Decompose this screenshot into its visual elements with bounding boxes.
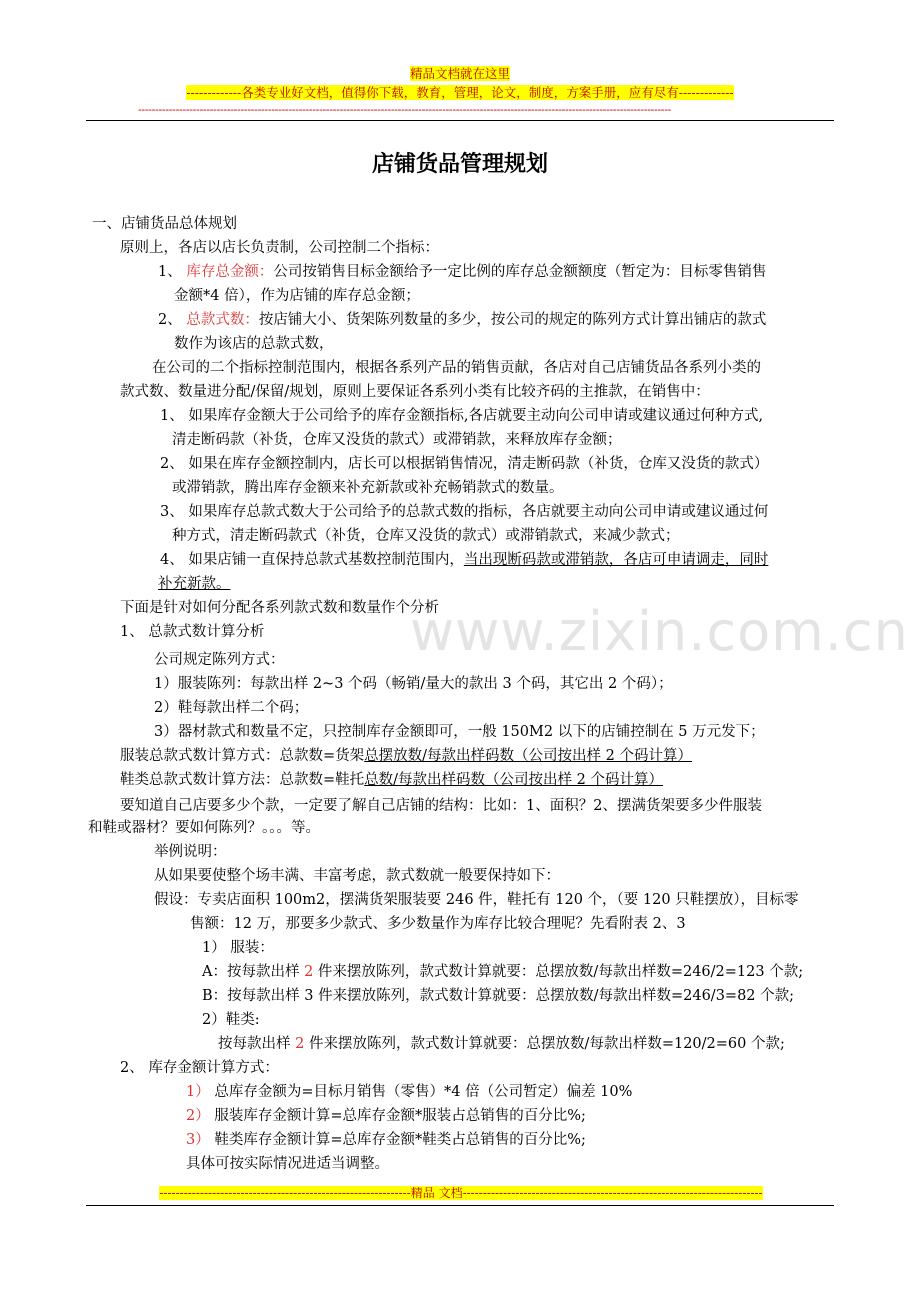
inventory-rule-1: 1） 总库存金额为=目标月销售（零售）*4 倍（公司暂定）偏差 10% [186, 1084, 633, 1100]
header-rule [86, 120, 834, 121]
display-rule-2: 2）鞋每款出样二个码； [154, 700, 309, 716]
clothing-option-a: A：按每款出样 2 件来摆放陈列，款式数计算就要：总摆放数/每款出样数=246/2=123 个款; [202, 964, 804, 980]
clothing-label: 1） 服装： [202, 940, 274, 956]
case-2-line-2: 或滞销款，腾出库存金额来补充新款或补充畅销款式的数量。 [172, 480, 564, 496]
inventory-rule-3: 3） 鞋类库存金额计算=总库存金额*鞋类占总销售的百分比%; [186, 1132, 586, 1148]
case-1-line-1: 1、 如果库存金额大于公司给予的库存金额指标,各店就要主动向公司申请或建议通过何种方式, [160, 408, 764, 424]
indicator-2-line-1: 2、 总款式数：按店铺大小、货架陈列数量的多少，按公司的规定的陈列方式计算出铺店的款式 [158, 312, 767, 328]
footer-banner: --------------------------------------------------------------精品 文档-------------------------------------------------------------------------- [159, 1186, 763, 1200]
display-rules-label: 公司规定陈列方式： [154, 652, 285, 668]
example-label: 举例说明： [154, 844, 227, 860]
example-intro: 从如果要使整个场丰满、丰富考虑，款式数就一般要保持如下： [154, 868, 560, 884]
case-3-line-1: 3、 如果库存总款式数大于公司给予的总款式数的指标，各店就要主动向公司申请或建议通过何 [160, 504, 769, 520]
shoe-formula: 鞋类总款式数计算方法：总款数=鞋托总数/每款出样码数（公司按出样 2 个码计算） [120, 772, 663, 788]
inventory-rule-2: 2） 服装库存金额计算=总库存金额*服装占总销售的百分比%; [186, 1108, 586, 1124]
indicator-1-key: 库存总金额： [186, 264, 274, 280]
analysis-intro: 下面是针对如何分配各系列款式数和数量作个分析 [120, 600, 439, 616]
shoe-label: 2）鞋类: [202, 1012, 260, 1028]
clothing-option-b: B：按每款出样 3 件来摆放陈列，款式数计算就要：总摆放数/每款出样数=246/3=82 个款; [202, 988, 795, 1004]
display-rule-3: 3）器材款式和数量不定，只控制库存金额即可，一般 150M2 以下的店铺控制在 5 万元发下； [154, 724, 765, 740]
case-3-line-2: 种方式，清走断码款式（补货，仓库又没货的款式）或滞销款式，来减少款式； [172, 528, 680, 544]
header-line-2: -------------各类专业好文档，值得你下载，教育，管理，论文，制度，方案手册，应有尽有------------- [186, 85, 734, 100]
indicator-2-key: 总款式数： [186, 312, 259, 328]
adjustment-note: 具体可按实际情况进适当调整。 [186, 1156, 389, 1172]
case-2-line-1: 2、 如果在库存金额控制内，店长可以根据销售情况，清走断码款（补货，仓库又没货的款式） [160, 456, 769, 472]
structure-note-line-2: 和鞋或器材？要如何陈列？。。。等。 [88, 820, 320, 836]
analysis-heading-1: 1、 总款式数计算分析 [120, 624, 265, 640]
header-line-1: 精品文档就在这里 [409, 66, 510, 81]
section-1-heading: 一、店铺货品总体规划 [92, 216, 237, 232]
case-1-line-2: 清走断码款（补货，仓库又没货的款式）或滞销款，来释放库存金额； [172, 432, 622, 448]
case-4-line-2: 补充新款。 [158, 576, 231, 592]
inventory-heading: 2、 库存金额计算方式： [120, 1060, 279, 1076]
control-paragraph-line-1: 在公司的二个指标控制范围内，根据各系列产品的销售贡献，各店对自己店铺货品各系列小类的 [152, 360, 761, 376]
indicator-2-line-2: 数作为该店的总款式数， [174, 336, 334, 352]
assumption-line-2: 售额：12 万，那要多少款式、多少数量作为库存比较合理呢？先看附表 2、3 [190, 916, 686, 932]
principle-intro: 原则上，各店以店长负责制，公司控制二个指标： [120, 240, 439, 256]
shoe-calculation: 按每款出样 2 件来摆放陈列，款式数计算就要：总摆放数/每款出样数=120/2=60 个款; [218, 1036, 785, 1052]
footer-rule [86, 1205, 834, 1206]
assumption-line-1: 假设：专卖店面积 100m2，摆满货架服装要 246 件，鞋托有 120 个，（要 120 只鞋摆放），目标零 [154, 892, 799, 908]
indicator-1-line-2: 金额*4 倍），作为店铺的库存总金额； [174, 288, 420, 304]
document-title: 店铺货品管理规划 [371, 151, 548, 177]
watermark: www.zixin.com.cn [410, 600, 909, 663]
case-4-line-1: 4、 如果店铺一直保持总款式基数控制范围内，当出现断码款或滞销款，各店可申请调走，同时 [160, 552, 769, 568]
clothing-formula: 服装总款式数计算方式：总款数=货架总摆放数/每款出样码数（公司按出样 2 个码计算） [120, 748, 692, 764]
control-paragraph-line-2: 款式数、数量进分配/保留/规划，原则上要保证各系列小类有比较齐码的主推款，在销售中： [120, 384, 710, 400]
indicator-1-line-1: 1、 库存总金额：公司按销售目标金额给予一定比例的库存总金额额度（暂定为：目标零售销售 [158, 264, 767, 280]
header-dash-line: ------------------------------------------------------------------------------------------------------------------------------------------------------------ [138, 104, 672, 116]
structure-note-line-1: 要知道自己店要多少个款，一定要了解自己店铺的结构：比如：1、面积？2、摆满货架要多少件服装 [120, 798, 762, 814]
display-rule-1: 1）服装陈列：每款出样 2~3 个码（畅销/量大的款出 3 个码，其它出 2 个码）； [154, 676, 673, 692]
